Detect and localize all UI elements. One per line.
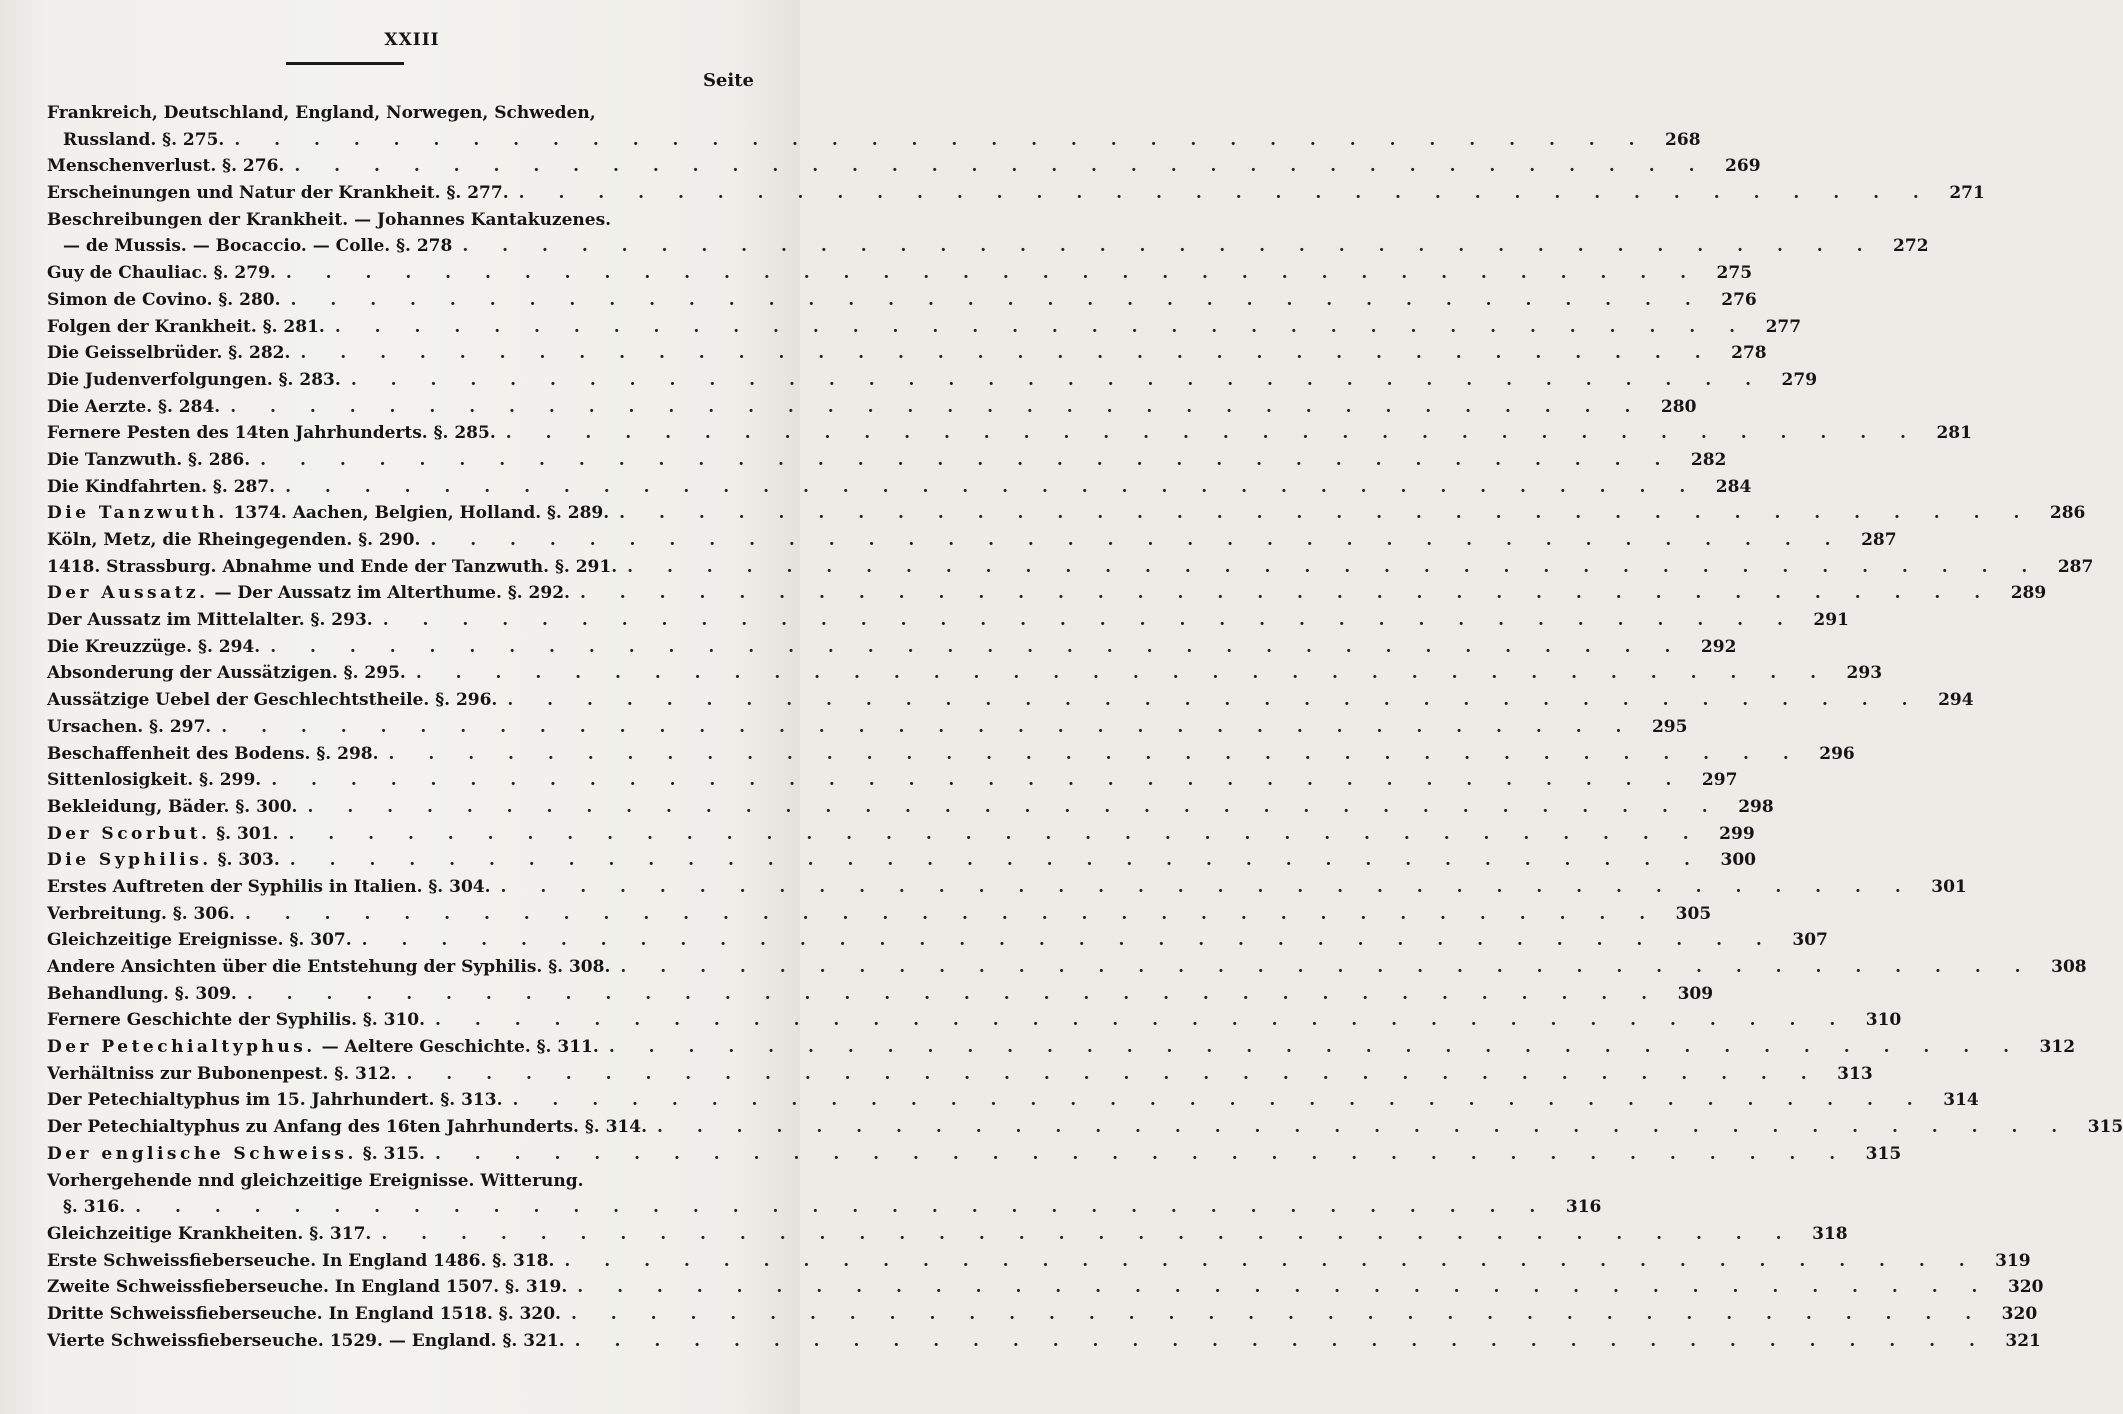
toc-entry [47,741,1855,768]
toc-entry-page: 297 [1701,770,1738,791]
toc-entry-page: 289 [2010,583,2047,604]
toc-entry [47,474,1752,501]
leader-dots: . . . . . . . . . . . . . . . . . . . . . . . . . . . . . . . . . . . . [570,1303,1986,1324]
leader-dots: . . . . . . . . . . . . . . . . . . . . . . . . . . . . . . . . . . . . [577,1277,1992,1298]
toc-entry-title: — de Mussis. — Bocaccio. — Colle. §. 278 [63,236,453,257]
toc-entry-spaced-heading: Der englische Schweiss. [47,1143,357,1164]
leader-dots: . . . . . . . . . . . . . . . . . . . . . . . . . . . . . . . . . . . . [294,156,1709,177]
toc-entry-title [47,580,570,607]
toc-entry-spaced-heading: Der Scorbut. [47,823,211,844]
toc-entry-page: 315 [2087,1117,2123,1138]
toc-entry-title: Die Kindfahrten. §. 287. [47,476,276,497]
toc-entry-page: 294 [1938,690,1974,711]
toc-entry-page: 318 [1812,1223,1848,1244]
leader-dots: . . . . . . . . . . . . . . . . . . . . . . . . . . . . . . . . . . . . [244,903,1660,924]
toc-entry-title: Erstes Auftreten der Syphilis in Italien. §. 304. [47,876,491,897]
toc-entry-title: Menschenverlust. §. 276. [47,156,285,177]
toc-entry [47,687,1974,714]
toc-entry-title-rest: §. 303. [211,850,280,871]
leader-dots: . . . . . . . . . . . . . . . . . . . . . . . . . . . . . . . . . . . . [500,876,1915,897]
toc-entry-title: Russland. §. 275. [63,129,225,150]
toc-entry-page: 321 [2005,1330,2041,1351]
leader-dots: . . . . . . . . . . . . . . . . . . . . . . . . . . . . . . . . . . . . [435,1010,1850,1031]
toc-entry-title: Aussätzige Uebel der Geschlechtstheile. §. 296. [47,690,498,711]
toc-entry [47,367,1818,394]
toc-entry-page: 291 [1813,610,1849,631]
toc-entry-page: 316 [1565,1197,1602,1218]
toc-entry-page: 296 [1819,743,1855,764]
toc-entry [47,1221,1848,1248]
leader-dots: . . . . . . . . . . . . . . . . . . . . . . . . . . . . . . . . . . . . [285,476,1700,497]
toc-entry-page: 279 [1781,369,1818,390]
toc-entry-title: Die Judenverfolgungen. §. 283. [47,369,341,390]
leader-dots: . . . . . . . . . . . . . . . . . . . . . . . . . . . . . . . . . . . . [290,289,1705,310]
toc-entry [47,1114,2123,1141]
toc-entry-page: 271 [1949,183,1985,204]
leader-dots: . . . . . . . . . . . . . . . . . . . . . . . . . . . . . . . . . . . . [350,369,1766,390]
toc-entry [47,153,1761,180]
toc-entry-spaced-heading: Der Aussatz. [47,583,209,604]
toc-entry-page: 300 [1720,850,1756,871]
toc-entry-title: Der Aussatz im Mittelalter. §. 293. [47,610,373,631]
toc-entry [47,874,1967,901]
toc-entry-title-rest: — Der Aussatz im Alterthume. §. 292. [208,583,570,604]
toc-entry-page: 298 [1738,796,1774,817]
toc-entry-page: 320 [2001,1303,2038,1324]
toc-entry-title: Die Tanzwuth. §. 286. [47,449,251,470]
toc-entry [47,207,753,234]
toc-entry [47,607,1849,634]
toc-entry-title: Vorhergehende nnd gleichzeitige Ereignisse. Witterung. [47,1170,584,1191]
toc-entry-title: Erscheinungen und Natur der Krankheit. §. 277. [47,183,509,204]
toc-entry-spaced-heading: Die Tanzwuth. [47,503,228,524]
page-number: XXIII [384,30,440,50]
toc-entry-title: Fernere Pesten des 14ten Jahrhunderts. §. 285. [47,423,496,444]
toc-entry-title: Sittenlosigkeit. §. 299. [47,770,262,791]
leader-dots: . . . . . . . . . . . . . . . . . . . . . . . . . . . . . . . . . . . . [271,770,1686,791]
leader-dots: . . . . . . . . . . . . . . . . . . . . . . . . . . . . . . . . . . . . [307,796,1722,817]
toc-entry-title: Erste Schweissfieberseuche. In England 1486. §. 318. [47,1250,555,1271]
toc-entry-title: Ursachen. §. 297. [47,716,212,737]
toc-entry-title: Die Aerzte. §. 284. [47,396,221,417]
toc-entry-title: Gleichzeitige Krankheiten. §. 317. [47,1223,372,1244]
leader-dots: . . . . . . . . . . . . . . . . . . . . . . . . . . . . . . . . . . . . [285,263,1701,284]
toc-entry-page: 278 [1731,343,1767,364]
toc-entry-page: 269 [1725,156,1761,177]
leader-dots: . . . . . . . . . . . . . . . . . . . . . . . . . . . . . . . . . . . . [270,636,1685,657]
leader-dots: . . . . . . . . . . . . . . . . . . . . . . . . . . . . . . . . . . . . [434,1143,1850,1164]
toc-entry-title: Die Kreuzzüge. §. 294. [47,636,261,657]
toc-entry [47,394,1697,421]
toc-entry-title: Verbreitung. §. 306. [47,903,235,924]
toc-entry [47,287,1757,314]
toc-entry [47,1328,2041,1355]
toc-entry-page: 272 [1893,236,1929,257]
toc-entry-title: Bekleidung, Bäder. §. 300. [47,796,298,817]
toc-entry-page: 295 [1651,716,1688,737]
leader-dots: . . . . . . . . . . . . . . . . . . . . . . . . . . . . . . . . . . . . [505,423,1920,444]
leader-dots: . . . . . . . . . . . . . . . . . . . . . . . . . . . . . . . . . . . . [430,530,1845,550]
toc-entry [47,714,1688,741]
leader-dots: . . . . . . . . . . . . . . . . . . . . . . . . . . . . . . . . . . . . [334,316,1750,337]
toc-entry [47,527,1897,554]
toc-entry [47,1194,1602,1221]
leader-dots: . . . . . . . . . . . . . . . . . . . . . . . . . . . . . . . . . . . . [620,957,2035,977]
toc-entry-page: 301 [1931,876,1967,897]
toc-entry [47,1301,2038,1328]
toc-entry-title: Dritte Schweissfieberseuche. In England 1518. §. 320. [47,1303,561,1324]
toc-entry-title: Beschreibungen der Krankheit. — Johannes Kantakuzenes. [47,209,612,230]
toc-entry [47,794,1774,821]
toc-entry-title: Der Petechialtyphus im 15. Jahrhundert. §. 313. [47,1090,503,1111]
toc-entry-title: Gleichzeitige Ereignisse. §. 307. [47,930,352,951]
toc-entry [47,1087,1979,1114]
toc-entry [47,660,1883,687]
toc-entry-title-rest: §. 315. [356,1143,425,1164]
toc-entry [47,127,1701,154]
leader-dots: . . . . . . . . . . . . . . . . . . . . . . . . . . . . . . . . . . . . [388,743,1803,764]
toc-entry [47,901,1712,928]
toc-entry-page: 319 [1995,1250,2031,1271]
toc-entry-spaced-heading: Der Petechialtyphus. [47,1037,316,1058]
leader-dots: . . . . . . . . . . . . . . . . . . . . . . . . . . . . . . . . . . . . [230,396,1645,417]
leader-dots: . . . . . . . . . . . . . . . . . . . . . . . . . . . . . . . . . . . . [564,1250,1979,1271]
toc-entry-page: 293 [1846,663,1883,684]
toc-entry-page: 305 [1675,903,1712,924]
toc-entry-page: 320 [2007,1277,2044,1298]
leader-dots: . . . . . . . . . . . . . . . . . . . . . . . . . . . . . . . . . . . . [381,1223,1796,1244]
toc-entry-page: 287 [2057,556,2094,577]
toc-entry-title: Absonderung der Aussätzigen. §. 295. [47,663,406,684]
toc-entry [47,180,1985,207]
toc-entry [47,767,1738,794]
toc-entry [47,233,1929,260]
toc-entry [47,1061,1873,1088]
toc-entry-page: 286 [2049,503,2086,524]
toc-entry-page: 277 [1765,316,1802,337]
toc-entry-title: Die Geisselbrüder. §. 282. [47,343,291,364]
toc-entry-page: 280 [1660,396,1697,417]
leader-dots: . . . . . . . . . . . . . . . . . . . . . . . . . . . . . . . . . . . . [657,1117,2072,1138]
toc-entry-title: Beschaffenheit des Bodens. §. 298. [47,743,379,764]
toc-entry-title [47,1034,599,1061]
leader-dots: . . . . . . . . . . . . . . . . . . . . . . . . . . . . . . . . . . . . [361,930,1776,951]
leader-dots: . . . . . . . . . . . . . . . . . . . . . . . . . . . . . . . . . . . . [406,1063,1821,1084]
leader-dots: . . . . . . . . . . . . . . . . . . . . . . . . . . . . . . . . . . . . [507,690,1922,711]
toc-entry-page: 268 [1665,129,1701,150]
toc-entry-page: 284 [1715,476,1752,497]
toc-entry-title [47,1141,425,1168]
toc-entry-page: 312 [2039,1037,2076,1058]
toc-entry [47,420,1972,447]
leader-dots: . . . . . . . . . . . . . . . . . . . . . . . . . . . . . . . . . . . . [135,1197,1550,1218]
toc-entry-page: 276 [1721,289,1757,310]
toc-entry [47,1141,1902,1168]
leader-dots: . . . . . . . . . . . . . . . . . . . . . . . . . . . . . . . . . . . . [234,129,1649,150]
toc-entry-title: Köln, Metz, die Rheingegenden. §. 290. [47,530,421,550]
toc-entry-title: Simon de Covino. §. 280. [47,289,281,310]
toc-entry [47,927,1828,954]
toc-entry [47,260,1753,287]
leader-dots: . . . . . . . . . . . . . . . . . . . . . . . . . . . . . . . . . . . . [627,556,2042,577]
leader-dots: . . . . . . . . . . . . . . . . . . . . . . . . . . . . . . . . . . . . [382,610,1797,631]
leader-dots: . . . . . . . . . . . . . . . . . . . . . . . . . . . . . . . . . . . . [288,823,1703,844]
toc-entry-page: 281 [1936,423,1972,444]
toc-entry-spaced-heading: Die Syphilis. [47,850,212,871]
toc-entry-title: Vierte Schweissfieberseuche. 1529. — England. §. 321. [47,1330,565,1351]
toc-entry-title [47,821,278,848]
toc-entry-title-rest: §. 301. [210,823,279,844]
toc-entry-title: Frankreich, Deutschland, England, Norwegen, Schweden, [47,103,596,123]
toc-entry-page: 299 [1719,823,1755,844]
leader-dots: . . . . . . . . . . . . . . . . . . . . . . . . . . . . . . . . . . . . [462,236,1877,257]
toc-entry-page: 313 [1837,1063,1873,1084]
toc-entry-title: Behandlung. §. 309. [47,983,237,1004]
toc-entry [47,580,2047,607]
leader-dots: . . . . . . . . . . . . . . . . . . . . . . . . . . . . . . . . . . . . [512,1090,1927,1111]
toc-entry [47,847,1756,874]
toc-entry-page: 275 [1716,263,1753,284]
toc-entry [47,340,1767,367]
toc-entry [47,447,1727,474]
toc-entry-title [47,847,280,874]
page-column-header: Seite [702,70,754,91]
toc-entry-title: 1418. Strassburg. Abnahme und Ende der Tanzwuth. §. 291. [47,556,618,577]
toc-entry [47,1007,1902,1034]
toc-entry-page: 307 [1792,930,1828,951]
toc-entry-title: §. 316. [63,1197,126,1218]
leader-dots: . . . . . . . . . . . . . . . . . . . . . . . . . . . . . . . . . . . . [518,183,1933,204]
leader-dots: . . . . . . . . . . . . . . . . . . . . . . . . . . . . . . . . . . . . [289,850,1704,871]
toc-entry-page: 308 [2051,957,2087,977]
toc-entry-page: 292 [1700,636,1737,657]
leader-dots: . . . . . . . . . . . . . . . . . . . . . . . . . . . . . . . . . . . . [608,1037,2024,1058]
table-of-contents [47,100,2123,1354]
toc-entry [47,1274,2044,1301]
leader-dots: . . . . . . . . . . . . . . . . . . . . . . . . . . . . . . . . . . . . [574,1330,1989,1351]
toc-entry-title: Andere Ansichten über die Entstehung der Syphilis. §. 308. [47,957,611,977]
toc-entry-title: Guy de Chauliac. §. 279. [47,263,276,284]
toc-entry [47,1034,2076,1061]
toc-entry [47,314,1802,341]
toc-entry-title: Der Petechialtyphus zu Anfang des 16ten Jahrhunderts. §. 314. [47,1117,647,1138]
toc-entry [47,821,1755,848]
toc-entry-page: 287 [1861,530,1897,550]
toc-entry [47,500,2086,527]
toc-entry [47,1168,753,1195]
header-rule [286,62,404,65]
leader-dots: . . . . . . . . . . . . . . . . . . . . . . . . . . . . . . . . . . . . [221,716,1636,737]
leader-dots: . . . . . . . . . . . . . . . . . . . . . . . . . . . . . . . . . . . . [619,503,2034,524]
toc-entry-page: 315 [1865,1143,1902,1164]
toc-entry-title: Verhältniss zur Bubonenpest. §. 312. [47,1063,397,1084]
toc-entry-title-rest: 1374. Aachen, Belgien, Holland. §. 289. [227,503,610,524]
toc-entry-title: Fernere Geschichte der Syphilis. §. 310. [47,1010,426,1031]
toc-entry-page: 282 [1690,449,1727,470]
toc-entry [47,1248,2031,1275]
toc-entry [47,554,2094,581]
leader-dots: . . . . . . . . . . . . . . . . . . . . . . . . . . . . . . . . . . . . [579,583,1995,604]
toc-entry [47,100,753,127]
leader-dots: . . . . . . . . . . . . . . . . . . . . . . . . . . . . . . . . . . . . [300,343,1715,364]
toc-entry-page: 309 [1677,983,1714,1004]
toc-entry-title: Zweite Schweissfieberseuche. In England 1507. §. 319. [47,1277,568,1298]
leader-dots: . . . . . . . . . . . . . . . . . . . . . . . . . . . . . . . . . . . . [246,983,1662,1004]
toc-entry [47,954,2087,981]
leader-dots: . . . . . . . . . . . . . . . . . . . . . . . . . . . . . . . . . . . . [415,663,1831,684]
toc-entry-page: 314 [1943,1090,1979,1111]
toc-entry-title: Folgen der Krankheit. §. 281. [47,316,325,337]
toc-entry [47,981,1714,1008]
toc-entry [47,634,1737,661]
toc-entry-title [47,500,609,527]
toc-entry-page: 310 [1865,1010,1902,1031]
toc-entry-title-rest: — Aeltere Geschichte. §. 311. [315,1037,599,1058]
leader-dots: . . . . . . . . . . . . . . . . . . . . . . . . . . . . . . . . . . . . [260,449,1675,470]
